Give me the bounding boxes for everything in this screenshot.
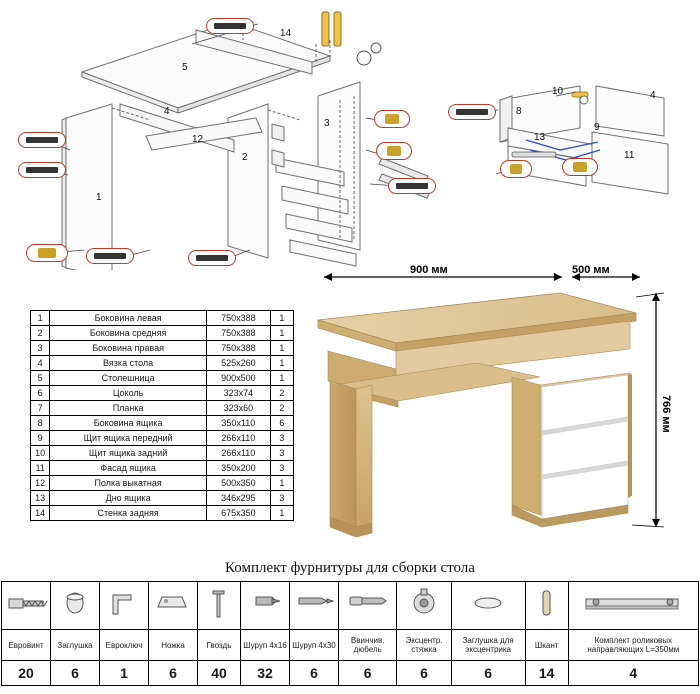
kit-item-qty: 6 — [290, 661, 339, 686]
kit-item-name: Евроключ — [100, 630, 149, 661]
kit-item-qty: 6 — [149, 661, 198, 686]
kit-item-name: Эксцентр. стяжка — [397, 630, 451, 661]
kit-item-name: Заглушка — [51, 630, 100, 661]
kit-item-name: Комплект роликовых направляющих L=350мм — [568, 630, 698, 661]
part-number-13: 13 — [534, 132, 546, 143]
desk-render — [300, 265, 700, 565]
table-row: 2 Боковина средняя 750x388 1 — [31, 326, 294, 341]
cap-plug-icon — [51, 582, 100, 630]
exploded-assembly-diagram — [0, 0, 700, 270]
hardware-callout — [388, 178, 436, 194]
table-row: 8 Боковина ящика 350x110 6 — [31, 416, 294, 431]
part-number-14: 14 — [280, 28, 292, 39]
table-row: 5 Столешница 900x500 1 — [31, 371, 294, 386]
dimension-height-label: 766 мм — [660, 395, 672, 433]
kit-item-name: Шкант — [525, 630, 568, 661]
kit-item-qty: 6 — [451, 661, 525, 686]
kit-item-name: Ножка — [149, 630, 198, 661]
kit-qty-row — [2, 661, 699, 686]
part-number-10: 10 — [552, 86, 564, 97]
table-row: 7 Планка 323x60 2 — [31, 401, 294, 416]
screw-in-dowel-icon — [339, 582, 397, 630]
table-row: 12 Полка выкатная 500x350 1 — [31, 476, 294, 491]
part-number-8: 8 — [516, 106, 522, 117]
kit-item-name: Евровинт — [2, 630, 51, 661]
allen-key-icon — [100, 582, 149, 630]
kit-item-name: Ввинчив. дюбель — [339, 630, 397, 661]
dimension-width-label: 900 мм — [410, 264, 448, 276]
table-row: 10 Щит ящика задний 266x110 3 — [31, 446, 294, 461]
screw-4x30-icon — [290, 582, 339, 630]
table-row: 14 Стенка задняя 675x350 1 — [31, 506, 294, 521]
dowel-icon — [525, 582, 568, 630]
part-number-4b: 4 — [650, 90, 656, 101]
nail-icon — [198, 582, 241, 630]
kit-item-name: Заглушка для эксцентрика — [451, 630, 525, 661]
eccentric-cap-icon — [451, 582, 525, 630]
table-row: 3 Боковина правая 750x388 1 — [31, 341, 294, 356]
hardware-callout — [206, 18, 254, 34]
screw-4x16-icon — [241, 582, 290, 630]
hardware-callout — [448, 104, 496, 120]
table-row: 11 Фасад ящика 350x200 3 — [31, 461, 294, 476]
table-row: 6 Цоколь 323x74 2 — [31, 386, 294, 401]
hardware-callout — [376, 142, 412, 160]
eccentric-tie-icon — [397, 582, 451, 630]
kit-item-name: Гвоздь — [198, 630, 241, 661]
kit-item-name: Шуруп 4х30 — [290, 630, 339, 661]
hardware-callout — [500, 160, 532, 178]
kit-item-qty: 4 — [568, 661, 698, 686]
slide-rail-icon — [568, 582, 698, 630]
kit-item-name: Шуруп 4х16 — [241, 630, 290, 661]
kit-item-qty: 6 — [397, 661, 451, 686]
parts-table — [30, 310, 294, 521]
table-row: 9 Щит ящика передний 266x110 3 — [31, 431, 294, 446]
dimension-depth-label: 500 мм — [572, 264, 610, 276]
euro-screw-icon — [2, 582, 51, 630]
kit-item-qty: 6 — [339, 661, 397, 686]
kit-item-qty: 40 — [198, 661, 241, 686]
hardware-callout — [188, 250, 236, 266]
kit-item-qty: 1 — [100, 661, 149, 686]
part-number-2: 2 — [242, 152, 248, 163]
hardware-callout — [374, 110, 410, 128]
parts-table-body — [31, 311, 294, 521]
kit-item-qty: 6 — [51, 661, 100, 686]
part-number-9: 9 — [594, 122, 600, 133]
hardware-callout — [562, 158, 598, 176]
foot-icon — [149, 582, 198, 630]
kit-item-qty: 14 — [525, 661, 568, 686]
kit-item-qty: 20 — [2, 661, 51, 686]
part-number-5: 5 — [182, 62, 188, 73]
part-number-4: 4 — [164, 106, 170, 117]
kit-icon-row — [2, 582, 699, 630]
table-row: 13 Дно ящика 346x295 3 — [31, 491, 294, 506]
hardware-callout — [18, 162, 66, 178]
table-row: 1 Боковина левая 750x388 1 — [31, 311, 294, 326]
hardware-kit-table — [1, 581, 699, 686]
hardware-kit-title: Комплект фурнитуры для сборки стола — [225, 560, 475, 576]
hardware-callout — [18, 132, 66, 148]
table-row: 4 Вязка стола 525x260 1 — [31, 356, 294, 371]
assembly-linework — [0, 0, 700, 270]
part-number-3: 3 — [324, 118, 330, 129]
kit-item-qty: 32 — [241, 661, 290, 686]
hardware-callout — [86, 248, 134, 264]
hardware-kit-section — [0, 560, 700, 686]
hardware-callout — [26, 244, 68, 262]
part-number-12: 12 — [192, 134, 204, 145]
kit-name-row — [2, 630, 699, 661]
part-number-1: 1 — [96, 192, 102, 203]
part-number-11: 11 — [624, 150, 635, 161]
